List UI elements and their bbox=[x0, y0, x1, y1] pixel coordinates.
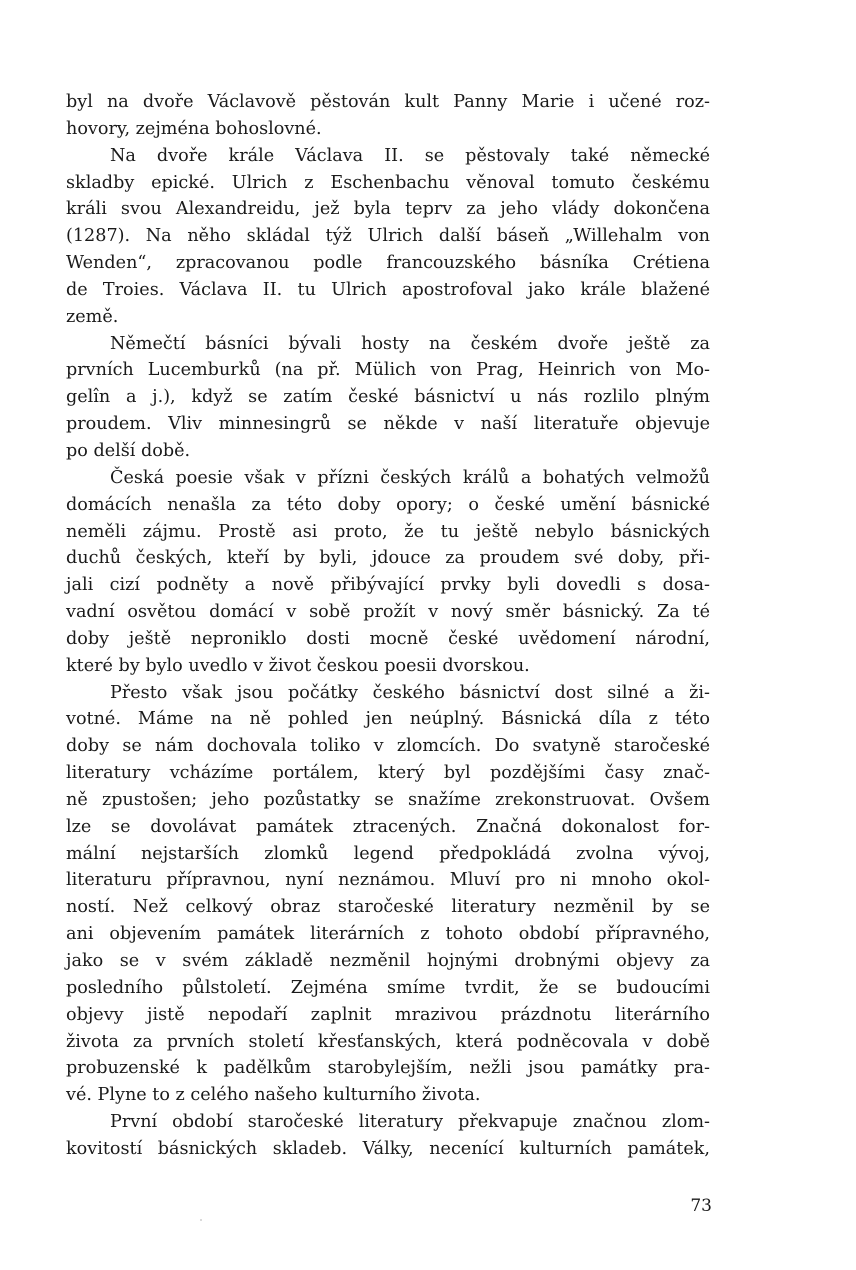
text-line: hovory, zejména bohoslovné. bbox=[66, 118, 322, 139]
text-line: votné. Máme na ně pohled jen neúplný. Básnická díla z této bbox=[66, 709, 710, 730]
text-line: Na dvoře krále Václava II. se pěstovaly také německé bbox=[110, 145, 710, 166]
text-line: ností. Než celkový obraz staročeské literatury nezměnil by se bbox=[66, 897, 710, 918]
text-line: ani objevením památek literárních z tohoto období přípravného, bbox=[66, 924, 710, 945]
text-line: doby ještě neproniklo dosti mocně české uvědomení národní, bbox=[66, 628, 710, 649]
text-line: králi svou Alexandreidu, jež byla teprv za jeho vlády dokončena bbox=[66, 199, 710, 220]
text-line: kovitostí básnických skladeb. Války, necenící kulturních památek, bbox=[66, 1138, 710, 1159]
text-line: mální nejstarších zlomků legend předpokládá zvolna vývoj, bbox=[66, 843, 710, 864]
text-line: posledního půlstoletí. Zejména smíme tvrdit, že se budoucími bbox=[66, 977, 710, 998]
text-line: byl na dvoře Václavově pěstován kult Panny Marie i učené roz- bbox=[66, 92, 710, 112]
text-line: prvních Lucemburků (na př. Mülich von Prag, Heinrich von Mo- bbox=[66, 360, 710, 381]
text-line: po delší době. bbox=[66, 440, 191, 461]
text-line: skladby epické. Ulrich z Eschenbachu věnoval tomuto českému bbox=[66, 172, 710, 193]
text-line: života za prvních století křesťanských, která podněcovala v době bbox=[66, 1031, 710, 1052]
text-line: doby se nám dochovala toliko v zlomcích. Do svatyně staročeské bbox=[66, 736, 710, 757]
body-text bbox=[66, 89, 710, 1163]
text-line: Němečtí básníci bývali hosty na českém dvoře ještě za bbox=[110, 333, 710, 354]
text-line: které by bylo uvedlo v život českou poesii dvorskou. bbox=[66, 655, 530, 676]
text-line: neměli zájmu. Prostě asi proto, že tu ještě nebylo básnických bbox=[66, 521, 710, 542]
text-line: ně zpustošen; jeho pozůstatky se snažíme zrekonstruovat. Ovšem bbox=[66, 789, 710, 810]
text-line: proudem. Vliv minnesingrů se někde v naší literatuře objevuje bbox=[66, 414, 710, 435]
paragraph-5 bbox=[66, 680, 710, 1110]
paragraph-6 bbox=[66, 1109, 710, 1163]
text-line: země. bbox=[66, 306, 119, 327]
paragraph-4 bbox=[66, 465, 710, 680]
paragraph-1 bbox=[66, 89, 710, 143]
page-number: 73 bbox=[690, 1196, 712, 1216]
text-line: Česká poesie však v přízni českých králů a bohatých velmožů bbox=[110, 467, 710, 488]
text-line: (1287). Na něho skládal týž Ulrich další báseň „Willehalm von bbox=[66, 226, 710, 247]
text-line: První období staročeské literatury překvapuje značnou zlom- bbox=[110, 1112, 710, 1133]
paragraph-3 bbox=[66, 331, 710, 465]
text-line: domácích nenašla za této doby opory; o české umění básnické bbox=[66, 494, 710, 515]
text-line: vadní osvětou domácí v sobě prožít v nový směr básnický. Za té bbox=[66, 602, 710, 623]
paragraph-2 bbox=[66, 143, 710, 331]
text-line: lze se dovolávat památek ztracených. Značná dokonalost for- bbox=[66, 816, 710, 837]
text-line: jali cizí podněty a nově přibývající prvky byli dovedli s dosa- bbox=[66, 575, 710, 596]
text-line: duchů českých, kteří by byli, jdouce za proudem své doby, při- bbox=[66, 548, 710, 569]
text-line: literatury vcházíme portálem, který byl pozdějšími časy znač- bbox=[66, 763, 710, 784]
text-line: vé. Plyne to z celého našeho kulturního života. bbox=[66, 1085, 481, 1106]
paper-speck bbox=[200, 1219, 202, 1221]
text-line: probuzenské k padělkům starobylejším, nežli jsou památky pra- bbox=[66, 1058, 710, 1079]
text-line: literaturu přípravnou, nyní neznámou. Mluví pro ni mnoho okol- bbox=[66, 870, 710, 891]
text-line: objevy jistě nepodaří zaplnit mrazivou prázdnotu literárního bbox=[66, 1004, 710, 1025]
text-line: gelîn a j.), když se zatím české básnictví u nás rozlilo plným bbox=[66, 387, 710, 408]
text-line: Wenden“, zpracovanou podle francouzského básníka Crétiena bbox=[66, 253, 710, 274]
text-line: jako se v svém základě nezměnil hojnými drobnými objevy za bbox=[66, 951, 710, 971]
text-line: de Troies. Václava II. tu Ulrich apostrofoval jako krále blažené bbox=[66, 279, 710, 300]
text-line: Přesto však jsou počátky českého básnictví dost silné a ži- bbox=[110, 682, 710, 703]
